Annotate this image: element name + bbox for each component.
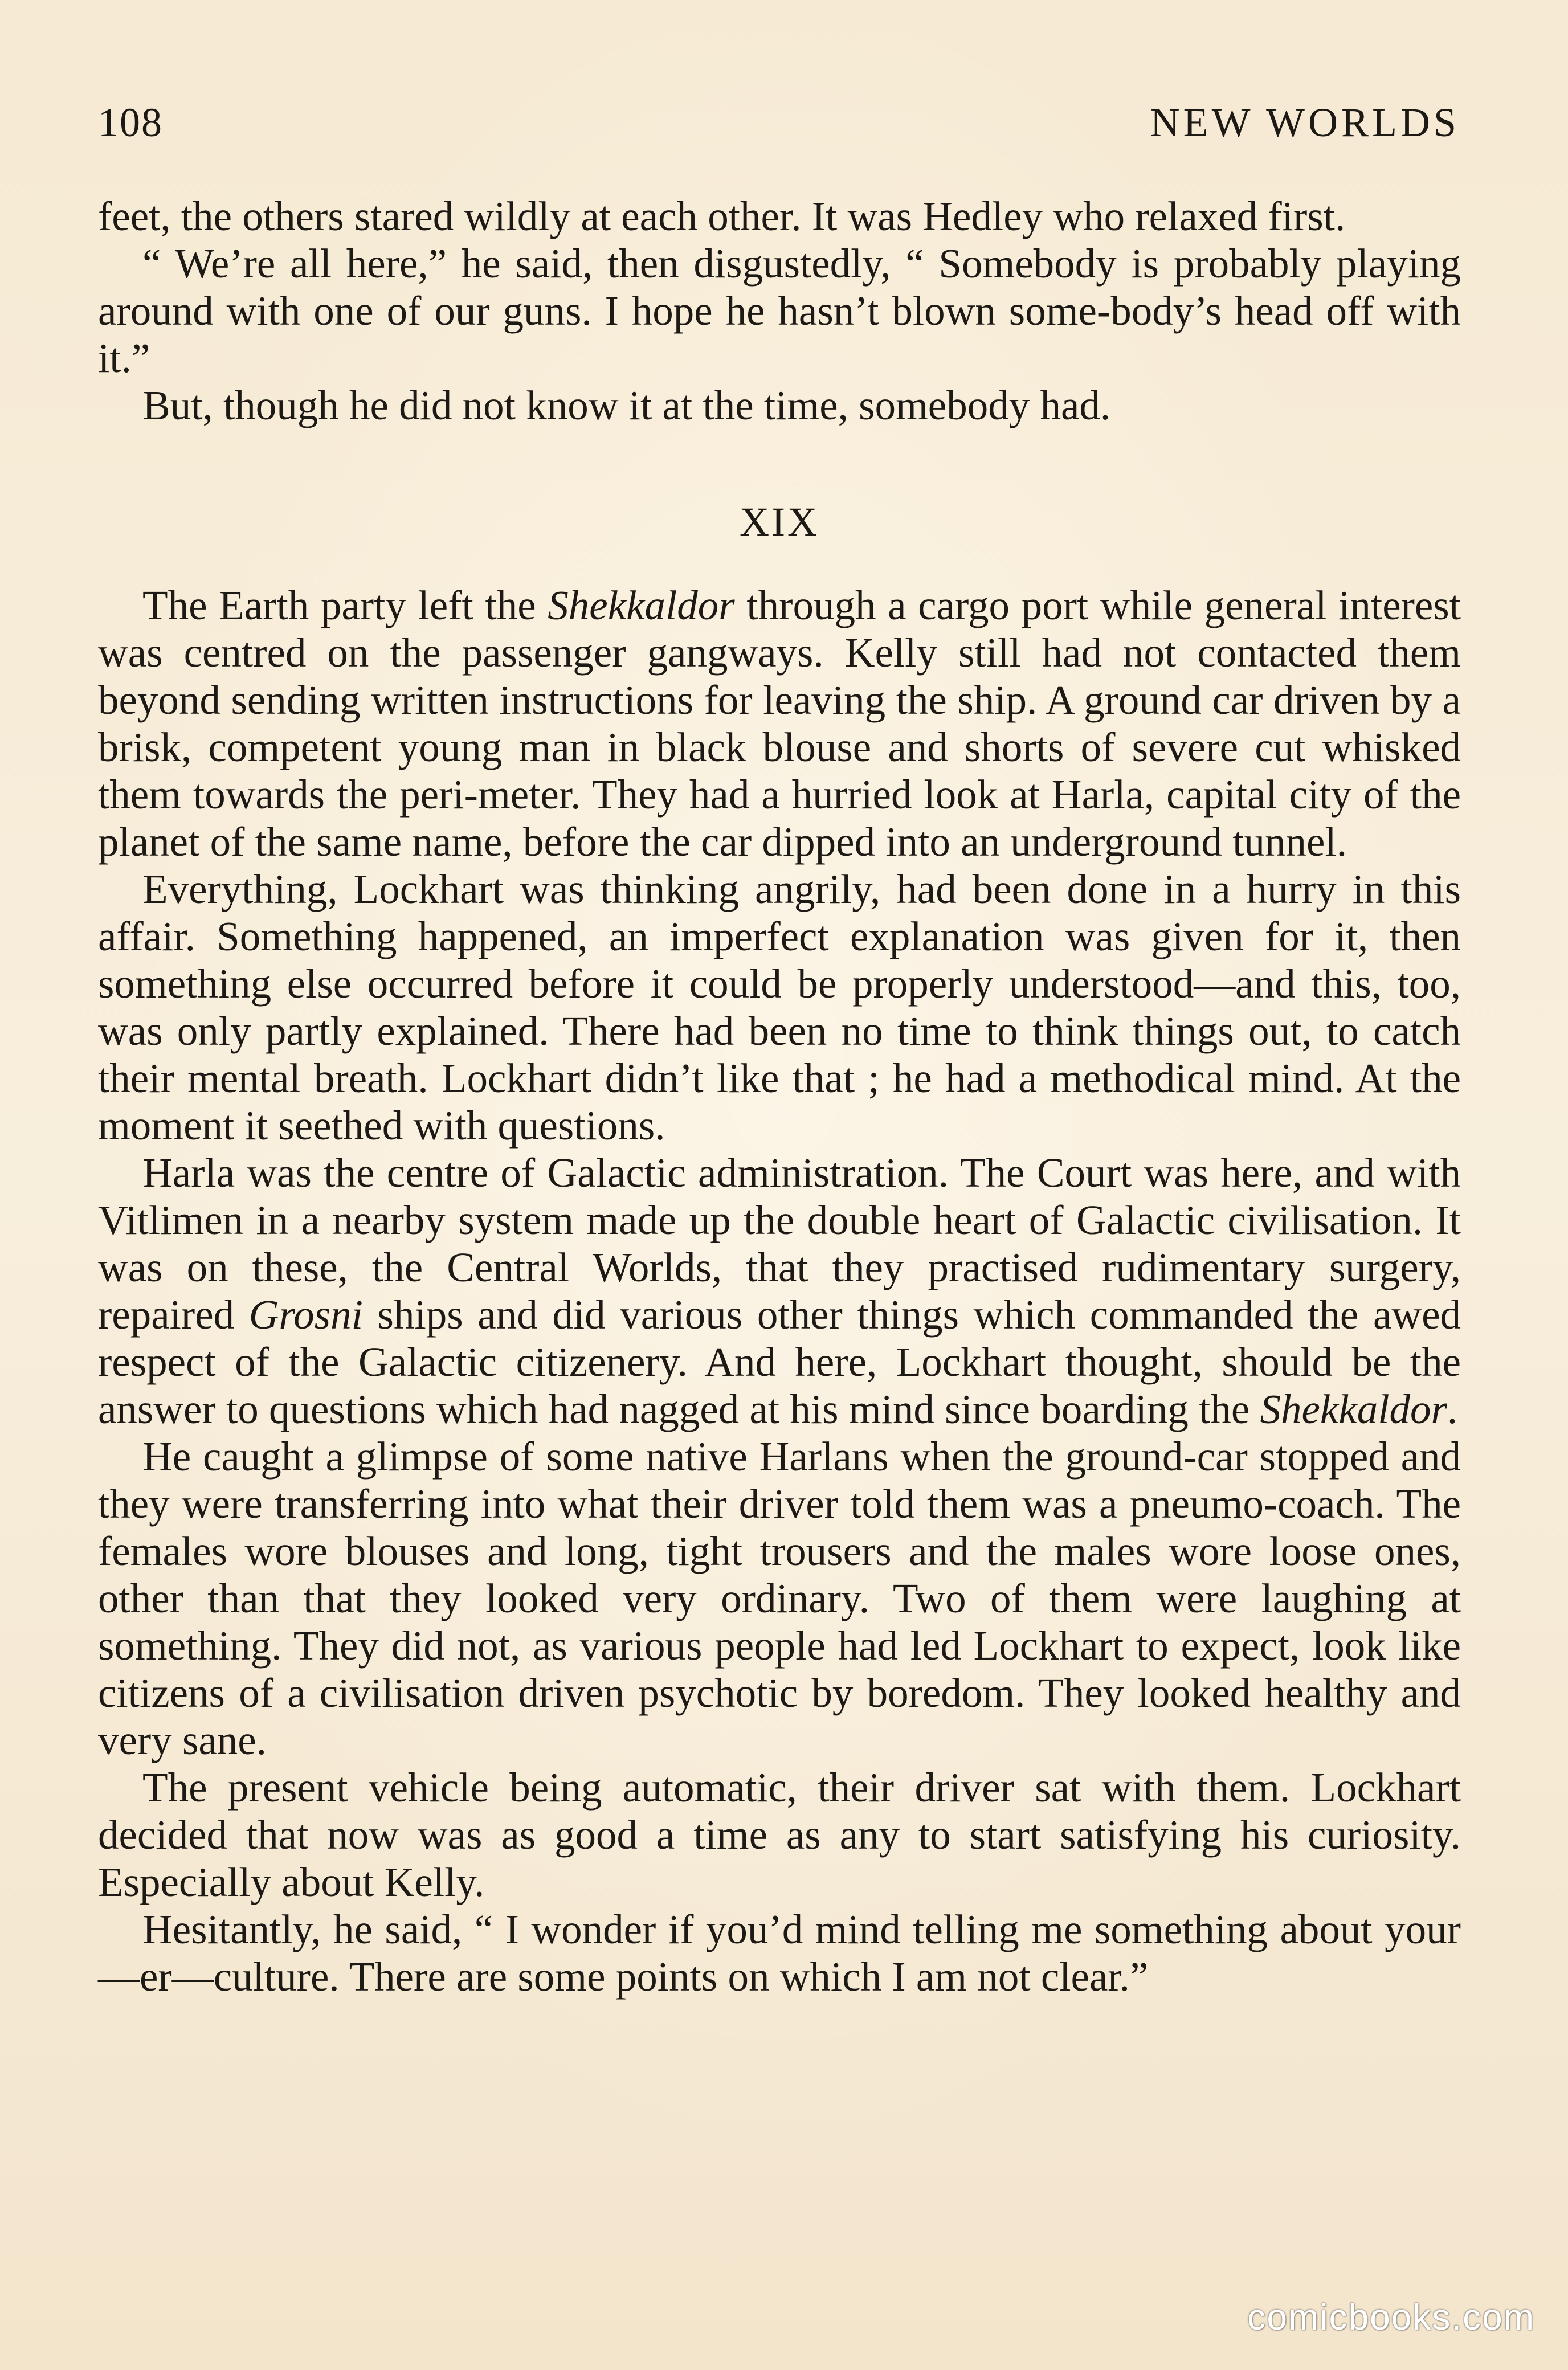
paragraph-native-harlans: He caught a glimpse of some native Harlans when the ground-car stopped and they were transferring into what their driver told them was a pneumo-coach. The females wore blouses and long, tight trousers and the males wore loose ones, other than that they looked very ordinary. Two of them were laughing at something. They did not, as various people had led Lockhart to expect, look like citizens of a civilisation driven psychotic by boredom. They looked healthy and very sane. [98,1433,1461,1763]
text-run: The Earth party left the [142,582,548,628]
running-title: NEW WORLDS [1150,100,1460,145]
paragraph-dialogue-hedley: “ We’re all here,” he said, then disgustedly, “ Somebody is probably playing around with one of our guns. I hope he hasn’t blown some-body’s head off with it.” [98,240,1461,381]
paragraph-hesitantly: Hesitantly, he said, “ I wonder if you’d mind telling me something about your—er—culture. There are some points on which I am not clear.” [98,1906,1461,2000]
text-run: . [1447,1386,1458,1432]
text-run: Harla was the centre of Galactic administration. The Court was here, and with Vitlimen in a nearby system made up the double heart of Galactic civilisation. It was on these, the Central Worlds, that they practised rudimentary surgery, repaired [98,1150,1461,1338]
paragraph-harla [98,1149,1461,1433]
text-run: ships and did various other things which commanded the awed respect of the Galactic citizenery. And here, Lockhart thought, should be the answer to questions which had nagged at his mind since boarding the [98,1292,1461,1432]
paragraph-everything: Everything, Lockhart was thinking angrily, had been done in a hurry in this affair. Something happened, an imperfect explanation was given for it, then something else occurred before it could be properly understood—and this, too, was only partly explained. There had been no time to think things out, to catch their mental breath. Lockhart didn’t like that ; he had a methodical mind. At the moment it seethed with questions. [98,866,1461,1149]
watermark: comicbooks.com [1247,2297,1535,2338]
running-head [98,97,1460,148]
ship-name: Grosni [248,1292,363,1338]
paragraph-continued: feet, the others stared wildly at each other. It was Hedley who relaxed first. [98,193,1346,239]
body-text [98,193,1461,2000]
text-run: through a cargo port while general interest was centred on the passenger gangways. Kelly still had not contacted them beyond sending written instructions for leaving the ship. A ground car driven by a brisk, competent young man in black blouse and shorts of severe cut whisked them towards the peri-meter. They had a hurried look at Harla, capital city of the planet of the same name, before the car dipped into an underground tunnel. [98,582,1461,865]
paragraph-earth-party [98,582,1461,865]
chapter-heading: XIX [740,499,819,545]
paragraph-present-vehicle: The present vehicle being automatic, their driver sat with them. Lockhart decided that now was as good a time as any to start satisfying his curiosity. Especially about Kelly. [98,1764,1461,1905]
paragraph-somebody-had: But, though he did not know it at the time, somebody had. [142,382,1111,428]
page-number: 108 [98,100,163,145]
ship-name: Shekkaldor [548,582,735,628]
ship-name: Shekkaldor [1260,1386,1447,1432]
